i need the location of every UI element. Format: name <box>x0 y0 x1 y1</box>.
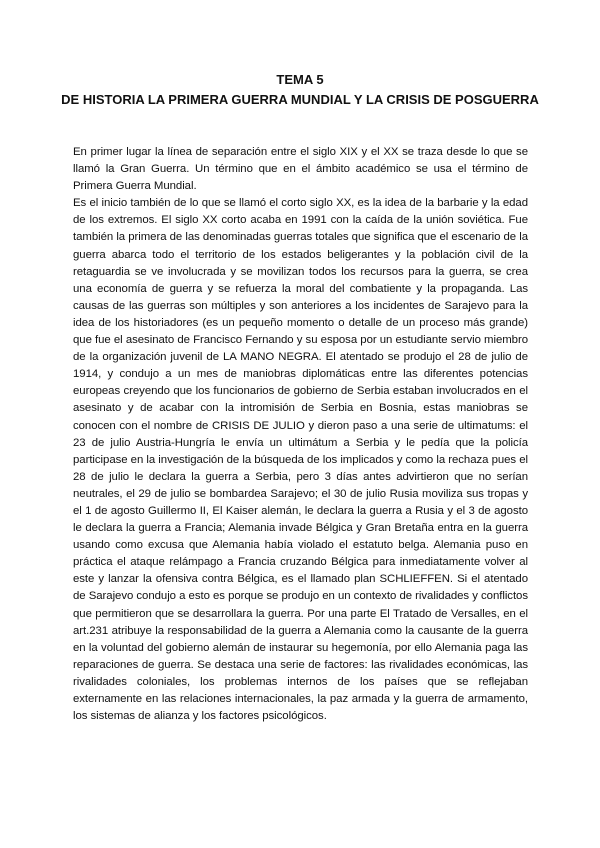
document-title-number: TEMA 5 <box>276 72 324 87</box>
document-body <box>73 144 528 725</box>
document-title: DE HISTORIA LA PRIMERA GUERRA MUNDIAL Y LA CRISIS DE POSGUERRA <box>61 92 539 107</box>
paragraph: Es el inicio también de lo que se llamó el corto siglo XX, es la idea de la barbarie y la edad de los extremos. El siglo XX corto acaba en 1991 con la caída de la unión soviética. Fue también la primera de las denominadas guerras totales que significa que el escenario de la guerra abarca todo el territorio de los estados beligerantes y la población civil de la retaguardia se ve involucrada y se movilizan todos los recursos para la guerra, se crea una economía de guerra y se refuerza la moral del combatiente y la propaganda. Las causas de las guerras son múltiples y son anteriores a los incidentes de Sarajevo para la idea de los historiadores (es un pequeño momento o detalle de un proceso más grande) que fue el asesinato de Francisco Fernando y su esposa por un estudiante servio miembro de la organización juvenil de LA MANO NEGRA. El atentado se produjo el 28 de julio de 1914, y condujo a un mes de maniobras diplomáticas entre las diferentes potencias europeas creyendo que los funcionarios de gobierno de Serbia estaban involucrados en el asesinato y de acabar con la intromisión de Serbia en Bosnia, estas maniobras se conocen con el nombre de CRISIS DE JULIO y dieron paso a una serie de ultimatums: el 23 de julio Austria-Hungría le envía un ultimátum a Serbia y le pedía que la policía participase en la investigación de la búsqueda de los implicados y como la rechaza pues el 28 de julio le declara la guerra a Serbia, pero 3 días antes advirtieron que no serían neutrales, el 29 de julio se bombardea Sarajevo; el 30 de julio Rusia moviliza sus tropas y el 1 de agosto Guillermo II, El Kaiser alemán, le declara la guerra a Rusia y el 3 de agosto le declara la guerra a Francia; Alemania invade Bélgica y Gran Bretaña entra en la guerra usando como excusa que Alemania había violado el estatuto belga. Alemania puso en práctica el ataque relámpago a Francia cruzando Bélgica para inmediatamente volver al este y lanzar la ofensiva contra Bélgica, es el llamado plan SCHLIEFFEN. Si el atentado de Sarajevo condujo a esto es porque se produjo en un contexto de rivalidades y conflictos que permitieron que se desarrollara la guerra. Por una parte El Tratado de Versalles, en el art.231 atribuye la responsabilidad de la guerra a Alemania como la causante de la guerra en la voluntad del gobierno alemán de instaurar su hegemonía, por ello Alemania paga las reparaciones de guerra. Se destaca una serie de factores: las rivalidades económicas, las rivalidades coloniales, los problemas internos de los países que se reflejaban externamente en las relaciones internacionales, la paz armada y la guerra de armamento, los sistemas de alianza y los factores psicológicos. <box>73 197 528 723</box>
paragraph: En primer lugar la línea de separación entre el siglo XIX y el XX se traza desde lo que se llamó la Gran Guerra. Un término que en el ámbito académico se usa el término de Primera Guerra Mundial. <box>73 146 528 193</box>
